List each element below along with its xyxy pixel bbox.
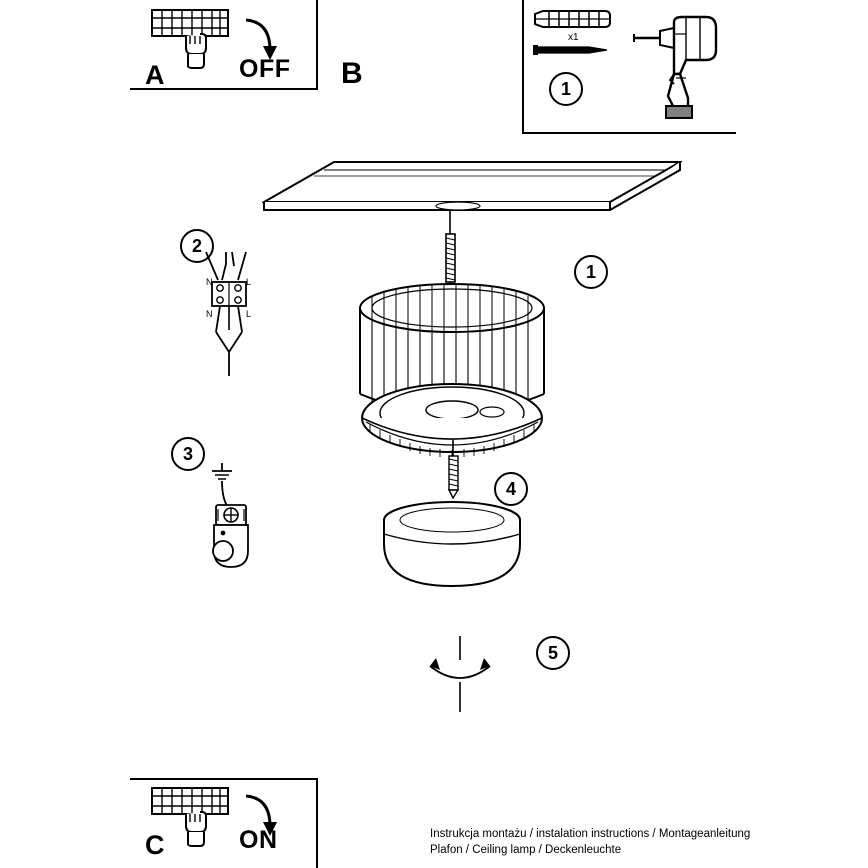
switch-off-icon bbox=[150, 8, 230, 70]
step-c-letter: C bbox=[145, 830, 165, 860]
twist-arrow-icon bbox=[418, 636, 502, 720]
drill-icon bbox=[630, 12, 722, 122]
callout-2: 2 bbox=[180, 229, 214, 263]
switch-on-icon bbox=[150, 786, 230, 848]
parts-quantity-label: x1 bbox=[568, 32, 579, 43]
callout-1: 1 bbox=[574, 255, 608, 289]
screw-icon bbox=[533, 44, 611, 56]
diffuser bbox=[372, 498, 532, 602]
footer-line-2: Plafon / Ceiling lamp / Deckenleuchte bbox=[430, 844, 622, 856]
callout-3: 3 bbox=[171, 437, 205, 471]
switch-on-label: ON bbox=[239, 826, 278, 854]
step-b-letter: B bbox=[341, 57, 363, 90]
footer-line-1: Instrukcja montażu / instalation instructions / Montageanleitung bbox=[430, 828, 751, 840]
terminal-label-l-bottom: L bbox=[246, 309, 252, 319]
terminal-label-n-top: N bbox=[206, 277, 213, 287]
terminal-label-n-bottom: N bbox=[206, 309, 213, 319]
callout-4: 4 bbox=[494, 472, 528, 506]
fixing-screw bbox=[444, 440, 462, 500]
terminal-label-l-top: L bbox=[246, 277, 252, 287]
earth-terminal-diagram bbox=[196, 455, 266, 583]
callout-5: 5 bbox=[536, 636, 570, 670]
callout-parts-1: 1 bbox=[549, 72, 583, 106]
wall-plug-icon bbox=[533, 8, 611, 30]
step-a-letter: A bbox=[145, 60, 165, 90]
ceiling-plate bbox=[262, 160, 682, 232]
switch-off-label: OFF bbox=[239, 55, 291, 83]
